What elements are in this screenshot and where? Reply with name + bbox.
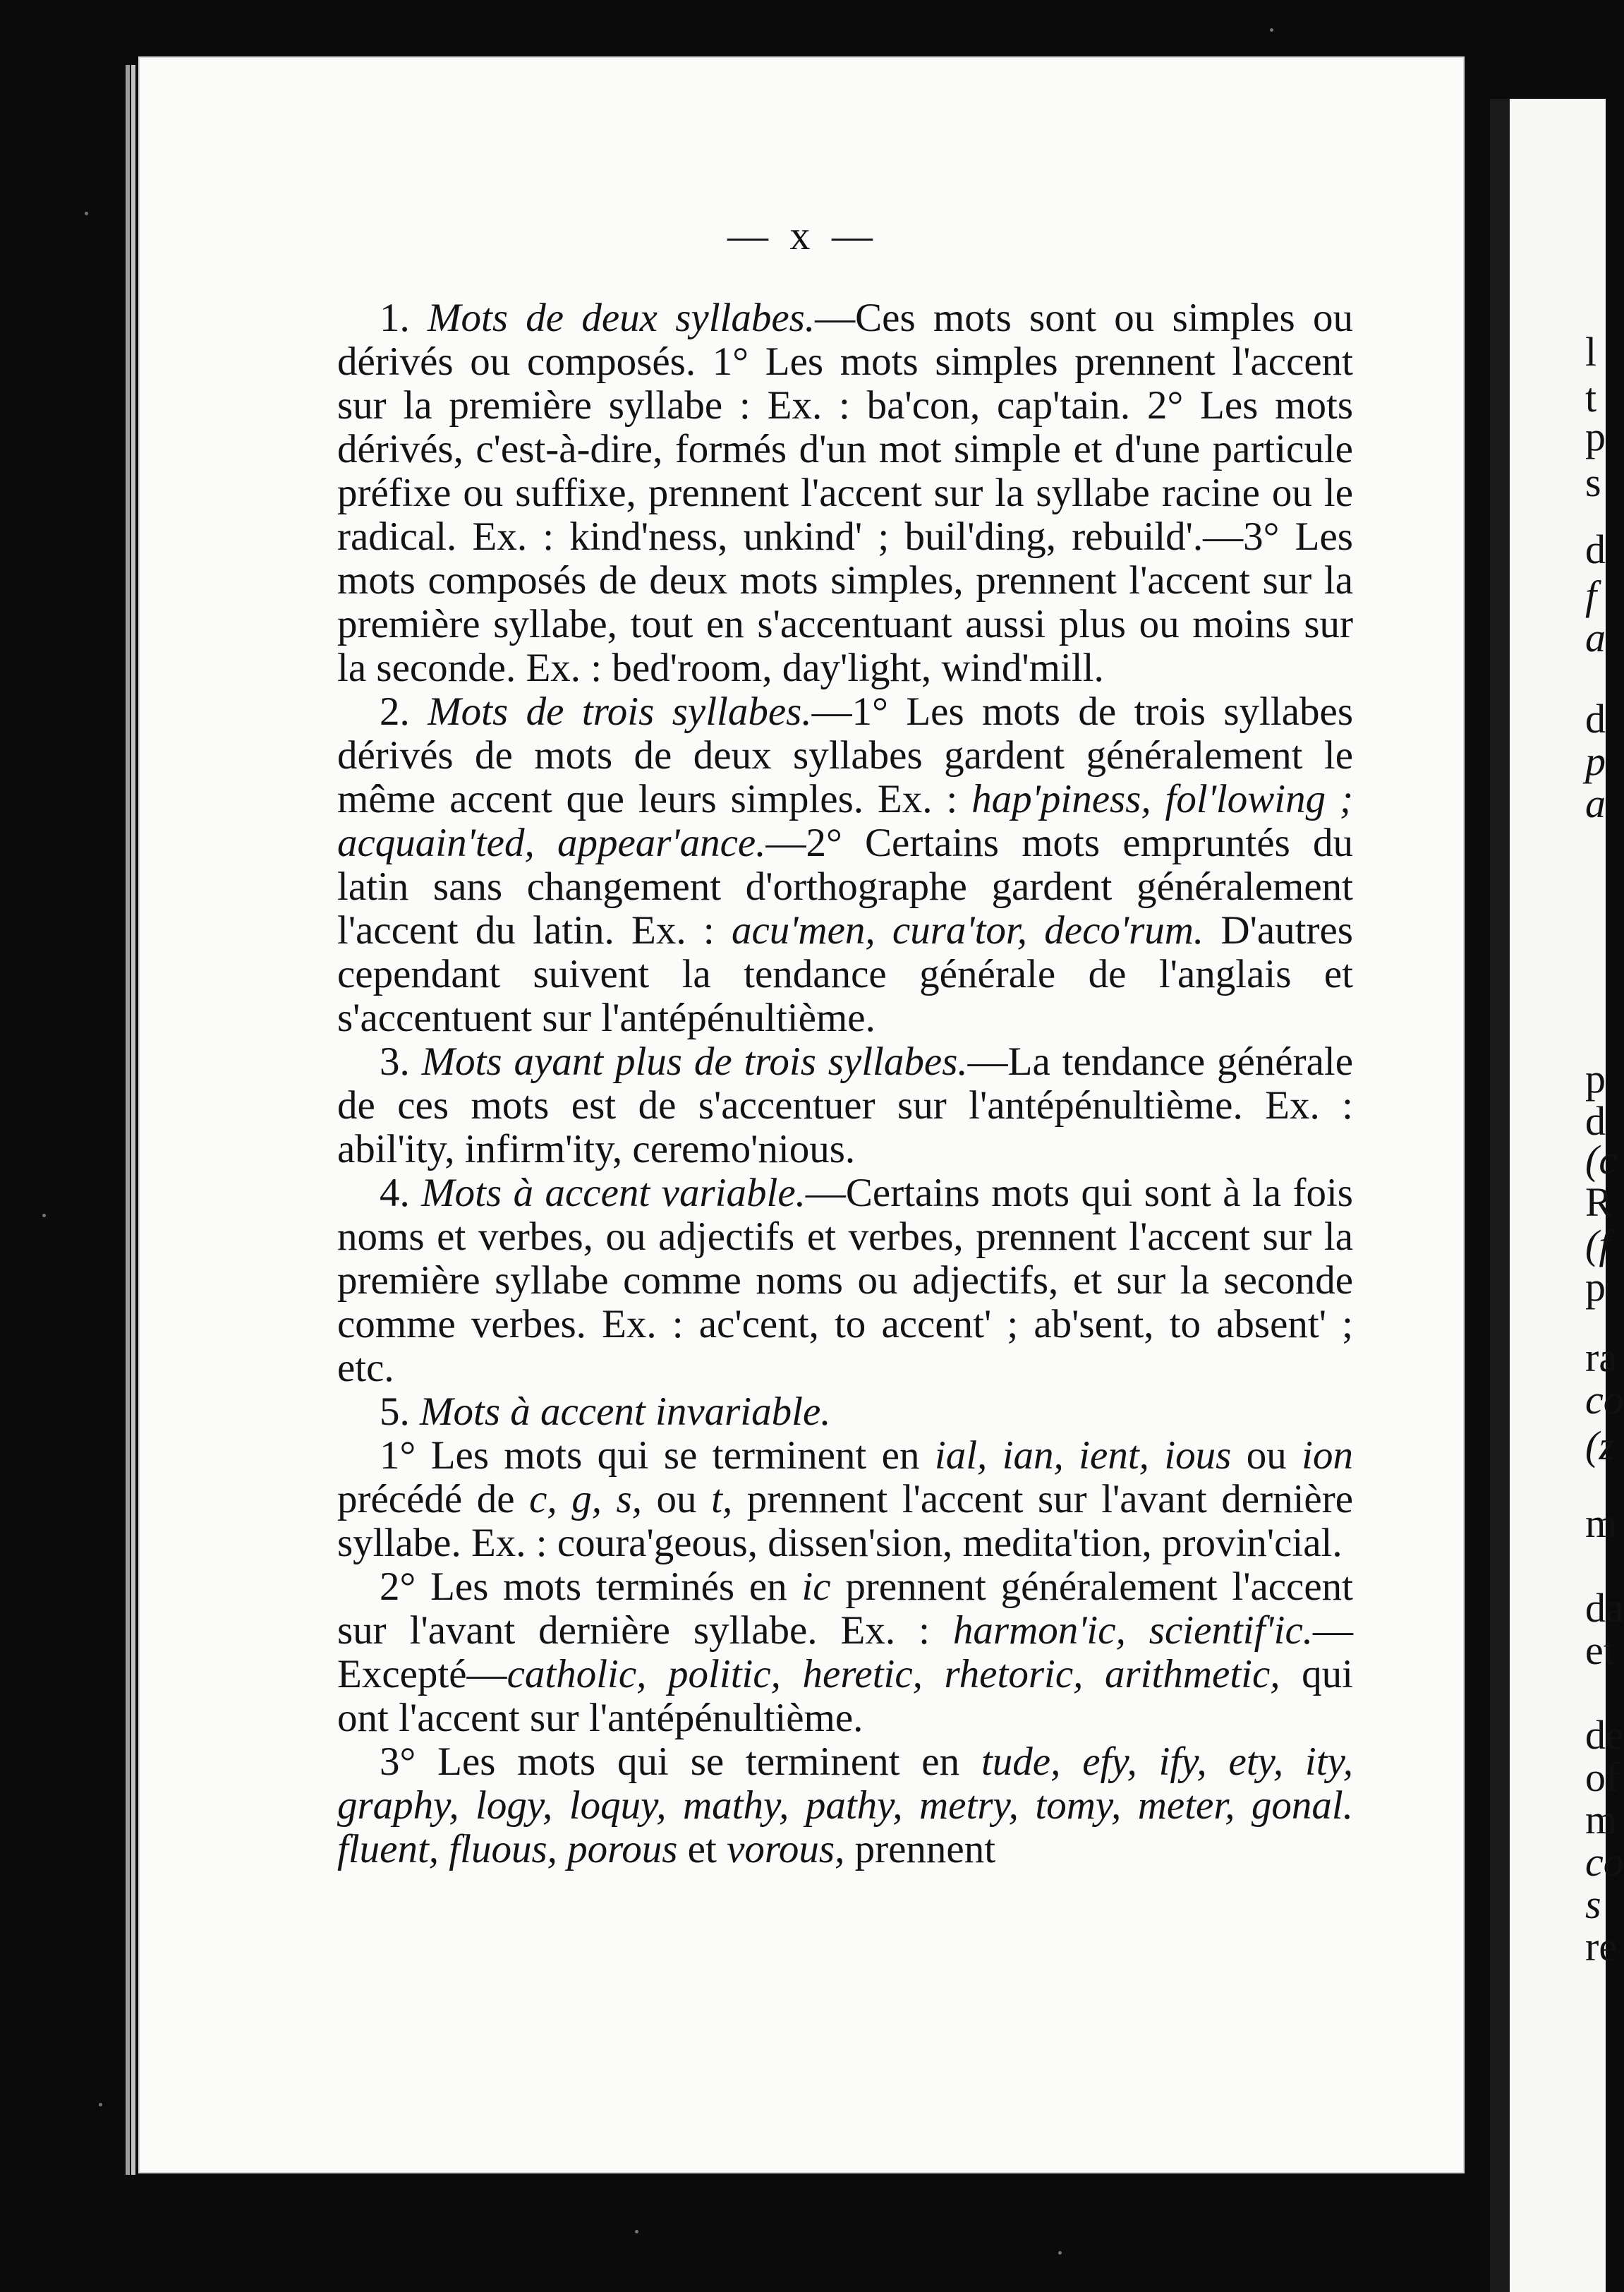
italic-run: tude, efy, ify, ety, ity, graphy, logy, loquy, mathy, pathy, metry, tomy, meter, gonal. fluent, fluous, porous	[337, 1739, 1353, 1871]
text-run: —Ces mots sont ou simples ou dérivés ou composés. 1° Les mots simples prennent l'accent sur la première syllabe : Ex. : ba'con, cap'tain. 2° Les mots dérivés, c'est-à-dire, formés d'un mot simple et d'une particule préfixe ou suffixe, prennent l'accent sur la syllabe racine ou le radical. Ex. : kind'ness, unkind' ; buil'ding, rebuild'.—3° Les mots composés de deux mots simples, prennent l'accent sur la première syllabe, tout en s'accentuant aussi plus ou moins sur la seconde. Ex. : bed'room, day'light, wind'mill.	[337, 296, 1354, 690]
text-run: —La tendance générale de ces mots est de s'accentuer sur l'antépénultième. Ex. : abil'ity, infirm'ity, ceremo'nious.	[337, 1039, 1354, 1171]
text-run: qui ont l'accent sur l'antépénultième.	[337, 1652, 1353, 1740]
italic-run: Mots à accent variable.	[421, 1171, 806, 1215]
italic-run: t,	[711, 1477, 733, 1521]
facing-page-letter: a	[1585, 615, 1606, 661]
italic-run: Mots de trois syllabes.	[428, 689, 812, 734]
page-folio: — x —	[727, 212, 878, 258]
facing-page-letter: m	[1585, 1797, 1618, 1842]
facing-page-letter: p	[1585, 738, 1606, 784]
facing-page-letter: a	[1585, 780, 1606, 826]
italic-run: harmon'ic, scientif'ic.	[952, 1608, 1313, 1653]
italic-run: ion	[1302, 1433, 1354, 1478]
italic-run: Mots de deux syllabes.	[428, 296, 816, 340]
facing-page	[1490, 99, 1624, 2292]
facing-page-letter: ra	[1585, 1334, 1618, 1380]
italic-run: Mots ayant plus de trois syllabes.	[421, 1039, 968, 1084]
facing-page-letter: t	[1585, 375, 1597, 421]
italic-run: c, g, s,	[529, 1477, 642, 1521]
facing-page-letter: (c	[1585, 1137, 1618, 1183]
text-run: 1° Les mots qui se terminent en	[380, 1433, 935, 1478]
page-gutter	[1490, 99, 1510, 2292]
italic-run: ial, ian, ient, ious	[934, 1433, 1232, 1478]
text-run: 5.	[380, 1389, 420, 1434]
facing-page-letter: s	[1585, 1881, 1601, 1927]
text-run: précédé de	[337, 1477, 530, 1521]
facing-page-letter: (f	[1585, 1222, 1611, 1267]
facing-page-letter: d	[1585, 1098, 1606, 1144]
paragraph	[337, 1434, 1353, 1565]
italic-run: vorous,	[727, 1827, 845, 1871]
facing-page-letter: et	[1585, 1627, 1615, 1673]
text-run: 2° Les mots terminés en	[380, 1564, 802, 1609]
text-run: prennent	[844, 1827, 996, 1871]
italic-run: catholic, politic, heretic, rhetoric, arithmetic,	[507, 1652, 1280, 1696]
text-run: prennent généralement l'accent sur l'avant dernière syllabe. Ex. :	[337, 1564, 1353, 1653]
facing-page-letter: m	[1585, 1500, 1618, 1546]
paragraph	[337, 1740, 1353, 1871]
text-run: 3.	[380, 1039, 422, 1084]
text-run: prennent l'accent sur l'avant dernière syllabe. Ex. : coura'geous, dissen'sion, medita'tion, provin'cial.	[337, 1477, 1354, 1565]
facing-page-letter: co	[1585, 1839, 1624, 1885]
text-run: 1.	[380, 296, 428, 340]
paragraph	[337, 690, 1353, 1040]
facing-page-letter: d	[1585, 526, 1606, 572]
facing-page-letter: d	[1585, 696, 1606, 742]
paragraph	[337, 1171, 1353, 1390]
paragraph	[337, 1040, 1353, 1171]
italic-run: hap'piness, fol'lowing ; acquain'ted, appear'ance.	[337, 777, 1353, 865]
text-run: 2.	[380, 689, 428, 734]
text-run: ou	[1231, 1433, 1302, 1478]
text-run: —Excepté—	[337, 1608, 1353, 1696]
italic-run: ic	[801, 1564, 831, 1609]
facing-page-letter: de	[1585, 1712, 1624, 1758]
facing-page-letter: (z	[1585, 1423, 1615, 1468]
facing-page-letter: p	[1585, 414, 1606, 459]
facing-page-letter: p	[1585, 1264, 1606, 1310]
text-run: 3° Les mots qui se terminent en	[380, 1739, 981, 1784]
italic-run: Mots à accent invariable.	[420, 1389, 831, 1434]
facing-page-letter: p	[1585, 1056, 1606, 1102]
italic-run: acu'men, cura'tor, deco'rum.	[731, 908, 1204, 953]
text-run: —Certains mots qui sont à la fois noms et verbes, ou adjectifs et verbes, prennent l'accent sur la première syllabe comme noms ou adjectifs, et sur la seconde comme verbes. Ex. : ac'cent, to accent' ; ab'sent, to absent' ; etc.	[337, 1171, 1353, 1390]
text-run: ou	[641, 1477, 712, 1521]
text-run: —2° Certains mots empruntés du latin sans changement d'orthographe gardent généralement l'accent du latin. Ex. :	[337, 821, 1353, 953]
facing-page-letter: s	[1585, 459, 1601, 505]
text-run: D'autres cependant suivent la tendance générale de l'anglais et s'accentuent sur l'antépénultième.	[337, 908, 1353, 1040]
facing-page-letter: co	[1585, 1377, 1624, 1423]
text-run: 4.	[380, 1171, 422, 1215]
text-run: et	[677, 1827, 727, 1871]
facing-page-letter: da	[1585, 1585, 1624, 1631]
facing-page-letter: of	[1585, 1754, 1620, 1800]
text-run: —1° Les mots de trois syllabes dérivés de mots de deux syllabes gardent généralement le même accent que leurs simples. Ex. :	[337, 689, 1353, 821]
paragraph	[337, 1565, 1353, 1740]
facing-page-letter: f	[1585, 572, 1597, 618]
page-body-text	[337, 296, 1353, 1871]
paragraph	[337, 296, 1353, 690]
facing-page-letter: R	[1585, 1179, 1613, 1225]
facing-page-letter: re	[1585, 1924, 1618, 1970]
paragraph	[337, 1390, 1353, 1434]
facing-page-letter: l	[1585, 329, 1597, 375]
